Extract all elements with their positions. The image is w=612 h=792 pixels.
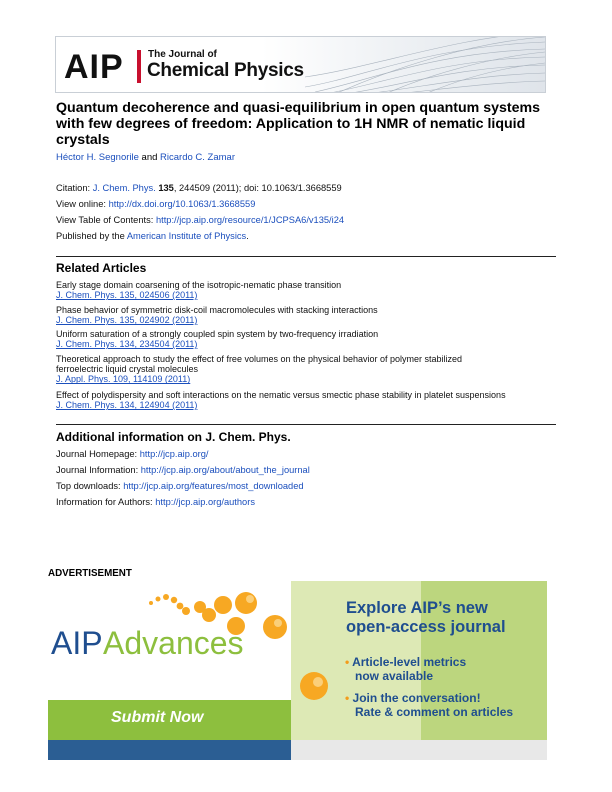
related-article-ref-link[interactable]: J. Chem. Phys. 134, 124904 (2011) [56, 400, 198, 411]
ad-brand-aip: AIP [51, 625, 103, 661]
view-online-line [56, 199, 255, 209]
citation-details: , 244509 (2011); doi: 10.1063/1.3668559 [173, 183, 342, 193]
related-article-title: Uniform saturation of a strongly coupled spin system by two-frequency irradiation [56, 329, 379, 339]
related-article-ref-link[interactable]: J. Chem. Phys. 135, 024902 (2011) [56, 315, 198, 326]
citation-label: Citation: [56, 183, 91, 193]
top-downloads-link[interactable]: http://jcp.aip.org/features/most_downloaded [123, 481, 304, 491]
related-article-title: Phase behavior of symmetric disk-coil macromolecules with stacking interactions [56, 305, 378, 315]
related-articles-heading: Related Articles [56, 261, 147, 275]
aip-advances-ad[interactable] [48, 581, 547, 760]
author-separator: and [141, 152, 158, 163]
aip-logo-text: AIP [64, 48, 124, 86]
ad-bullet [345, 691, 513, 719]
journal-banner [55, 36, 546, 93]
bullet-dot-icon: • [345, 691, 350, 705]
bullet-dot-icon: • [345, 655, 350, 669]
logo-divider-bar [137, 50, 141, 83]
published-line [56, 231, 249, 241]
ad-bullet1-line1: Article-level metrics [352, 655, 467, 669]
view-online-label: View online: [56, 199, 106, 209]
ad-headline-line1: Explore AIP’s new [346, 599, 488, 617]
toc-label: View Table of Contents: [56, 215, 154, 225]
related-article-ref-link[interactable]: J. Appl. Phys. 109, 114109 (2011) [56, 374, 191, 385]
related-article [56, 354, 511, 385]
author-info-line [56, 497, 255, 507]
journal-homepage-label: Journal Homepage: [56, 449, 138, 459]
ad-footer-gray-bar [291, 740, 547, 760]
ad-headline-line2: open-access journal [346, 618, 506, 636]
ad-bullet2-line1: Join the conversation! [352, 691, 481, 705]
additional-info-heading: Additional information on J. Chem. Phys. [56, 430, 291, 444]
author-link-segnorile[interactable]: Héctor H. Segnorile [56, 152, 139, 163]
view-online-link[interactable]: http://dx.doi.org/10.1063/1.3668559 [108, 199, 256, 209]
submit-now-button[interactable]: Submit Now [111, 709, 204, 726]
related-article-title: Early stage domain coarsening of the isotropic-nematic phase transition [56, 280, 342, 290]
related-article [56, 280, 556, 300]
section-divider [56, 424, 556, 425]
author-link-zamar[interactable]: Ricardo C. Zamar [160, 152, 236, 163]
ad-headline [346, 599, 506, 637]
citation-volume: 135 [158, 183, 174, 193]
banner-wave-graphic [305, 37, 545, 93]
citation-line [56, 183, 342, 193]
article-title: Quantum decoherence and quasi-equilibrium in open quantum systems with few degrees of freedom: Application to 1H NMR of nematic liquid crystals [56, 100, 541, 148]
section-divider [56, 256, 556, 257]
journal-info-link[interactable]: http://jcp.aip.org/about/about_the_journal [140, 465, 310, 475]
journal-info-line [56, 465, 310, 475]
author-info-link[interactable]: http://jcp.aip.org/authors [155, 497, 255, 507]
advertisement-label: ADVERTISEMENT [48, 568, 132, 579]
journal-prefix: The Journal of [148, 49, 217, 60]
journal-info-label: Journal Information: [56, 465, 139, 475]
ad-bullet2-line2: Rate & comment on articles [355, 705, 514, 719]
journal-name: Chemical Physics [147, 60, 304, 81]
related-article [56, 305, 556, 325]
ad-footer-blue-bar [48, 740, 291, 760]
ad-bullet [345, 655, 466, 683]
published-label: Published by the [56, 231, 125, 241]
ad-brand-advances: Advances [103, 625, 244, 661]
related-article [56, 329, 556, 349]
journal-homepage-link[interactable]: http://jcp.aip.org/ [139, 449, 209, 459]
top-downloads-label: Top downloads: [56, 481, 121, 491]
related-article-ref-link[interactable]: J. Chem. Phys. 134, 234504 (2011) [56, 339, 198, 350]
journal-homepage-line [56, 449, 208, 459]
related-article-title: Effect of polydispersity and soft interactions on the nematic versus smectic phase stability in platelet suspensions [56, 390, 506, 400]
related-article-ref-link[interactable]: J. Chem. Phys. 135, 024506 (2011) [56, 290, 198, 301]
citation-journal-link[interactable]: J. Chem. Phys. [92, 183, 156, 193]
ad-bullet1-line2: now available [355, 669, 434, 683]
author-list [56, 152, 235, 163]
toc-line [56, 215, 344, 225]
related-article [56, 390, 556, 410]
related-article-title: Theoretical approach to study the effect of free volumes on the physical behavior of polymer stabilized ferroelectric liquid crystal molecules [56, 354, 463, 375]
toc-link[interactable]: http://jcp.aip.org/resource/1/JCPSA6/v135/i24 [155, 215, 345, 225]
published-period: . [246, 231, 249, 241]
author-info-label: Information for Authors: [56, 497, 153, 507]
publisher-link[interactable]: American Institute of Physics [126, 231, 247, 241]
top-downloads-line [56, 481, 304, 491]
